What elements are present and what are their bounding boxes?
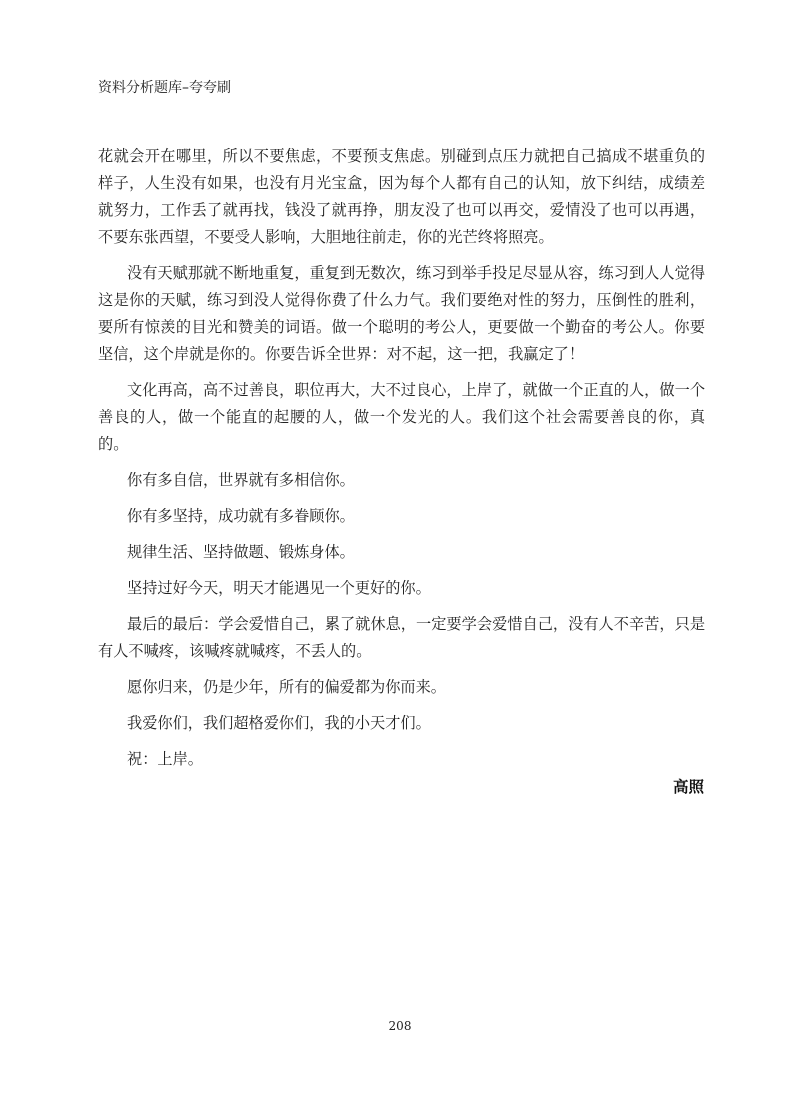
paragraph: 祝：上岸。 <box>127 750 203 768</box>
paragraph: 我爱你们，我们超格爱你们，我的小天才们。 <box>127 714 431 732</box>
signature: 高照 <box>672 778 704 796</box>
page-number: 208 <box>388 1019 412 1033</box>
paragraph: 坚持过好今天，明天才能遇见一个更好的你。 <box>127 579 431 597</box>
paragraph: 最后的最后：学会爱惜自己，累了就休息，一定要学会爱惜自己，没有人不辛苦，只是有人不喊疼，该喊疼就喊疼，不丢人的。 <box>98 615 705 660</box>
paragraph: 没有天赋那就不断地重复，重复到无数次，练习到举手投足尽显从容，练习到人人觉得这是你的天赋，练习到没人觉得你费了什么力气。我们要绝对性的努力，压倒性的胜利，要所有惊羡的目光和赞美的词语。做一个聪明的考公人，更要做一个勤奋的考公人。你要坚信，这个岸就是你的。你要告诉全世界：对不起，这一把，我赢定了！ <box>98 264 705 363</box>
paragraph: 文化再高，高不过善良，职位再大，大不过良心，上岸了，就做一个正直的人，做一个善良的人，做一个能直的起腰的人，做一个发光的人。我们这个社会需要善良的你，真的。 <box>98 381 705 453</box>
letter-body <box>98 143 705 773</box>
paragraph: 规律生活、坚持做题、锻炼身体。 <box>127 543 355 561</box>
paragraph: 你有多自信，世界就有多相信你。 <box>127 471 355 489</box>
paragraph: 愿你归来，仍是少年，所有的偏爱都为你而来。 <box>127 678 446 696</box>
paragraph: 你有多坚持，成功就有多眷顾你。 <box>127 507 355 525</box>
running-header: 资料分析题库–夸夸刷 <box>98 80 231 96</box>
paragraph: 花就会开在哪里，所以不要焦虑，不要预支焦虑。别碰到点压力就把自己搞成不堪重负的样子，人生没有如果，也没有月光宝盒，因为每个人都有自己的认知，放下纠结，成绩差就努力，工作丢了就再找，钱没了就再挣，朋友没了也可以再交，爱情没了也可以再遇，不要东张西望，不要受人影响，大胆地往前走，你的光芒终将照亮。 <box>98 147 705 246</box>
